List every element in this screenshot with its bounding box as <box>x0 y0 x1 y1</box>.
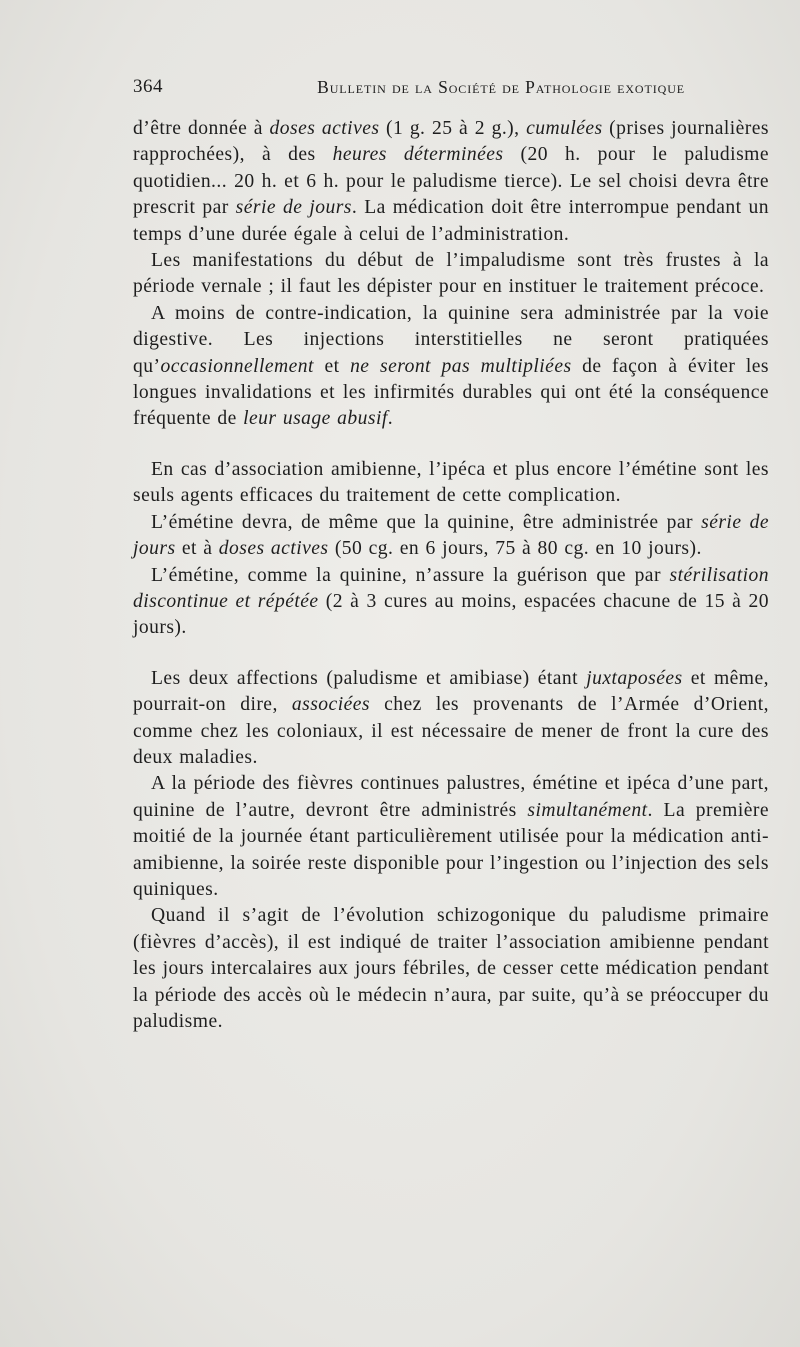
italic-phrase: doses actives <box>269 118 380 139</box>
text-run: et même, pourrait-on dire, <box>133 667 769 716</box>
text-run: de façon à éviter les longues invalidations et les infirmités durables qui ont été la conséquence fréquente de <box>133 355 769 430</box>
paragraph-p5 <box>133 510 769 563</box>
text-run: . <box>387 408 394 430</box>
paragraph-p9 <box>133 903 769 1035</box>
italic-phrase: stérilisation discontinue et répétée <box>133 564 769 612</box>
text-run: et <box>313 355 351 377</box>
text-run: (2 à 3 cures au moins, espacées chacune de 15 à 20 jours). <box>133 590 769 639</box>
paragraph-p3 <box>133 301 769 433</box>
text-run: . La médication doit être interrompue pendant un temps d’une durée égale à celui de l’administration. <box>133 197 769 245</box>
italic-phrase: heures déterminées <box>332 144 504 166</box>
text-run: A moins de contre-indication, la quinine sera administrée par la voie digestive. Les injections interstitielles ne seront pratiquées qu’ <box>133 302 769 377</box>
italic-phrase: cumulées <box>526 118 603 139</box>
paragraph-p6 <box>133 563 769 642</box>
text-run: d’être donnée à <box>133 118 270 139</box>
text-run: A la période des fièvres continues palustres, émétine et ipéca d’une part, quinine de l’autre, devront être administrés <box>133 773 769 821</box>
paragraph-p4 <box>133 457 769 510</box>
text-run: Les deux affections (paludisme et amibiase) étant <box>151 667 587 689</box>
text-run: En cas d’association amibienne, l’ipéca et plus encore l’émétine sont les seuls agents efficaces du traitement de cette complication. <box>133 458 769 507</box>
paragraph-p8 <box>133 771 769 903</box>
article-body <box>133 116 769 1035</box>
italic-phrase: leur usage abusif <box>243 408 388 430</box>
page-number: 364 <box>133 76 163 97</box>
paragraph-p7 <box>133 666 769 772</box>
paragraph-p1 <box>133 116 769 248</box>
text-run: (50 cg. en 6 jours, 75 à 80 cg. en 10 jours). <box>328 538 702 560</box>
italic-phrase: ne seront pas multipliées <box>350 355 572 377</box>
text-run: L’émétine devra, de même que la quinine, être administrée par <box>151 511 702 533</box>
text-run: . La première moitié de la journée étant particulièrement utilisée pour la médication anti-amibienne, la soirée reste disponible pour l’ingestion ou l’injection des sels quiniques. <box>133 799 769 900</box>
text-run: Quand il s’agit de l’évolution schizogonique du paludisme primaire (fièvres d’accès), il est indiqué de traiter l’association amibienne pendant les jours intercalaires aux jours fébriles, de cesser cette médication pendant la période des accès où le médecin n’aura, par suite, qu’à se préoccuper du paludisme. <box>133 905 769 1032</box>
text-run: (prises journalières rapprochées), à des <box>133 118 770 166</box>
running-header <box>133 76 685 106</box>
italic-phrase: série de jours <box>235 197 352 219</box>
italic-phrase: simultanément <box>527 799 648 821</box>
text-run: et à <box>175 538 219 560</box>
italic-phrase: occasionnellement <box>160 355 314 377</box>
italic-phrase: juxtaposées <box>586 667 683 689</box>
italic-phrase: associées <box>291 694 370 716</box>
journal-title: Bulletin de la Société de Pathologie exotique <box>317 77 685 97</box>
text-run: (1 g. 25 à 2 g.), <box>379 118 527 139</box>
text-run: L’émétine, comme la quinine, n’assure la guérison que par <box>151 564 670 586</box>
paragraph-p2 <box>133 248 769 301</box>
text-run: chez les provenants de l’Armée d’Orient, comme chez les coloniaux, il est nécessaire de mener de front la cure des deux maladies. <box>133 694 769 768</box>
italic-phrase: série de jours <box>133 511 769 560</box>
text-run: Les manifestations du début de l’impaludisme sont très frustes à la période vernale ; il faut les dépister pour en instituer le traitement précoce. <box>133 250 769 298</box>
text-run: (20 h. pour le paludisme quotidien... 20 h. et 6 h. pour le paludisme tierce). Le sel choisi devra être prescrit par <box>133 144 769 219</box>
italic-phrase: doses actives <box>218 538 329 560</box>
